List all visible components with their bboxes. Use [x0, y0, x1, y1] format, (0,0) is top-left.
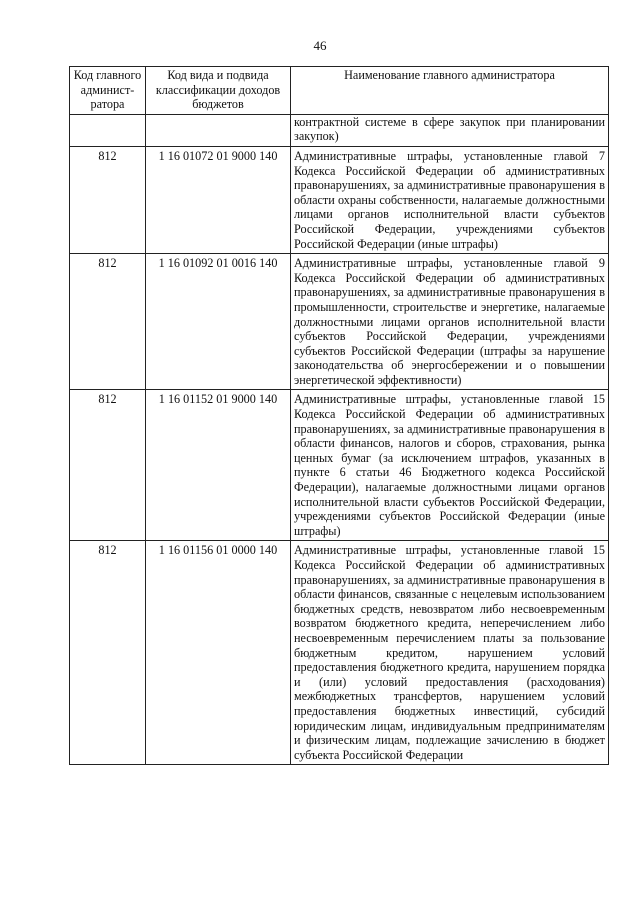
cell-admin-code: 812 — [70, 254, 146, 390]
cell-revenue-code: 1 16 01092 01 0016 140 — [146, 254, 291, 390]
cell-revenue-code: 1 16 01156 01 0000 140 — [146, 541, 291, 765]
cell-admin-name: Административные штрафы, установленные главой 9 Кодекса Российской Федерации об административных правонарушениях, за административные правонарушения в промышленности, строительстве и энергетике, налагаемые должностными лицами органов исполнительной власти субъектов Российской Федерации, учреждениями субъектов Российской Федерации (штрафы за нарушение законодательства об энергосбережении и о повышении энергетической эффективности) — [291, 254, 609, 390]
table-row — [70, 541, 609, 765]
cell-admin-code: 812 — [70, 541, 146, 765]
administrators-table — [69, 66, 609, 765]
header-admin-name: Наименование главного администратора — [291, 67, 609, 115]
cell-admin-name: Административные штрафы, установленные главой 7 Кодекса Российской Федерации об административных правонарушениях, за административные правонарушения в области охраны собственности, налагаемые должностными лицами органов исполнительной власти субъектов Российской Федерации, учреждениями субъектов Российской Федерации (иные штрафы) — [291, 146, 609, 253]
page-number: 46 — [313, 38, 327, 53]
table-row — [70, 390, 609, 541]
header-revenue-code: Код вида и подвида классификации доходов бюджетов — [146, 67, 291, 115]
cell-revenue-code: 1 16 01152 01 9000 140 — [146, 390, 291, 541]
cell-admin-name: Административные штрафы, установленные главой 15 Кодекса Российской Федерации об административных правонарушениях, за административные правонарушения в области финансов, налогов и сборов, страхования, рынка ценных бумаг (за исключением штрафов, указанных в пункте 6 статьи 46 Бюджетного кодекса Российской Федерации), налагаемые должностными лицами органов исполнительной власти субъектов Российской Федерации, учреждениями субъектов Российской Федерации (иные штрафы) — [291, 390, 609, 541]
table-row — [70, 254, 609, 390]
header-admin-code: Код главного админист-ратора — [70, 67, 146, 115]
table-header-row — [70, 67, 609, 115]
cell-revenue-code: 1 16 01072 01 9000 140 — [146, 146, 291, 253]
cell-empty — [70, 114, 146, 146]
table-row-continuation — [70, 114, 609, 146]
table-row — [70, 146, 609, 253]
cell-admin-code: 812 — [70, 146, 146, 253]
cell-admin-name: Административные штрафы, установленные главой 15 Кодекса Российской Федерации об административных правонарушениях, за административные правонарушения в области финансов, связанные с нецелевым использованием бюджетных средств, невозвратом либо несвоевременным возвратом бюджетного кредита, неперечислением либо несвоевременным перечислением платы за пользование бюджетным кредитом, нарушением условий предоставления бюджетного кредита, нарушением порядка и (или) условий предоставления (расходования) межбюджетных трансфертов, нарушением условий предоставления бюджетных инвестиций, субсидий юридическим лицам, индивидуальным предпринимателям и физическим лицам, подлежащие зачислению в бюджет субъекта Российской Федерации — [291, 541, 609, 765]
cell-continuation-text: контрактной системе в сфере закупок при планировании закупок) — [291, 114, 609, 146]
cell-empty — [146, 114, 291, 146]
cell-admin-code: 812 — [70, 390, 146, 541]
